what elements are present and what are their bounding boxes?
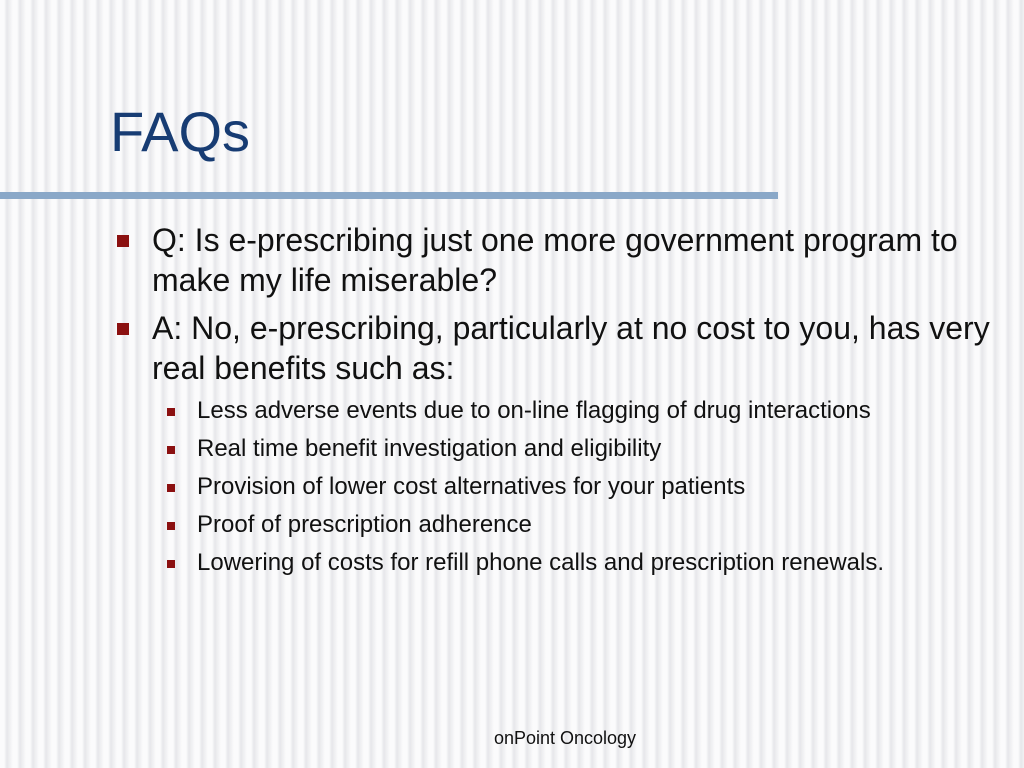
sub-bullet-list: [112, 396, 1012, 578]
sub-bullet-item: [152, 510, 1012, 540]
sub-bullet-item: [152, 548, 1012, 578]
bullet-text: A: No, e-prescribing, particularly at no cost to you, has very real benefits such as:: [152, 310, 990, 386]
square-bullet-icon: [167, 522, 175, 530]
sub-bullet-item: [152, 434, 1012, 464]
bullet-question: [112, 220, 1012, 300]
sub-bullet-text: Provision of lower cost alternatives for your patients: [197, 473, 746, 500]
sub-bullet-group: [112, 396, 1012, 578]
bullet-answer: [112, 308, 1012, 388]
bullet-list: [112, 220, 1012, 586]
slide-footer: onPoint Oncology: [493, 728, 637, 748]
slide-title: FAQs: [110, 100, 251, 163]
sub-bullet-item: [152, 396, 1012, 426]
sub-bullet-text: Real time benefit investigation and eligibility: [197, 435, 662, 462]
square-bullet-icon: [117, 235, 129, 247]
square-bullet-icon: [167, 408, 175, 416]
bullet-text: Q: Is e-prescribing just one more government program to make my life miserable?: [152, 222, 958, 298]
sub-bullet-text: Proof of prescription adherence: [197, 511, 532, 538]
sub-bullet-text: Lowering of costs for refill phone calls and prescription renewals.: [197, 549, 885, 576]
square-bullet-icon: [167, 446, 175, 454]
square-bullet-icon: [167, 560, 175, 568]
sub-bullet-text: Less adverse events due to on-line flagging of drug interactions: [197, 397, 871, 424]
square-bullet-icon: [167, 484, 175, 492]
sub-bullet-item: [152, 472, 1012, 502]
title-underline: [0, 192, 778, 199]
square-bullet-icon: [117, 323, 129, 335]
